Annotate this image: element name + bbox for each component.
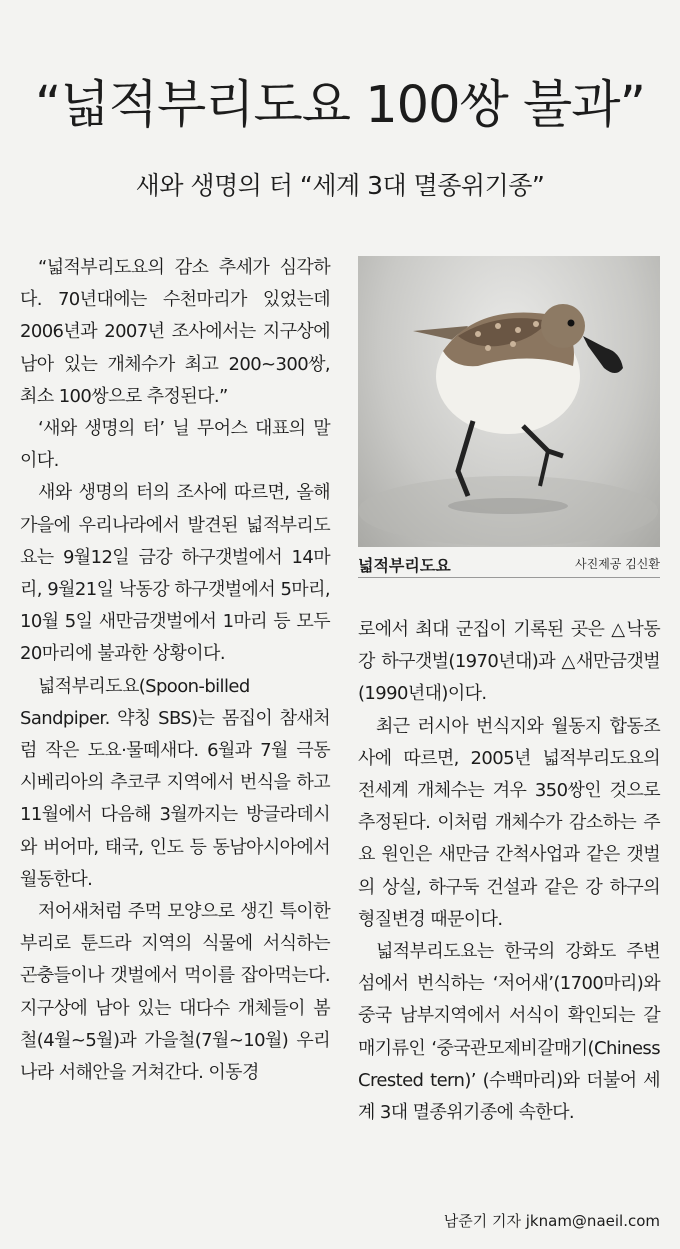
article-column-right <box>358 614 660 1129</box>
paragraph: 넓적부리도요(Spoon-billed Sandpiper. 약칭 SBS)는 몸집이 참새처럼 작은 도요·물떼새다. 6월과 7월 극동 시베리아의 추코쿠 지역에서 번식을 하고 11월에서 다음해 3월까지는 방글라데시와 버어마, 태국, 인도 등 동남아시아에서 월동한다. <box>20 675 330 890</box>
photo-caption: 넓적부리도요 <box>358 556 451 575</box>
subheadline: 새와 생명의 터 “세계 3대 멸종위기종” <box>135 171 545 200</box>
paragraph: 로에서 최대 군집이 기록된 곳은 △낙동강 하구갯벌(1970년대)과 △새만금갯벌(1990년대)이다. <box>358 619 660 705</box>
paragraph: “넓적부리도요의 감소 추세가 심각하다. 70년대에는 수천마리가 있었는데 2006년과 2007년 조사에서는 지구상에 남아 있는 개체수가 최고 200~300쌍, 최소 100쌍으로 추정된다.” <box>20 257 330 407</box>
article-column-left <box>20 252 330 1089</box>
bird-photo <box>358 256 660 547</box>
paragraph: 새와 생명의 터의 조사에 따르면, 올해 가을에 우리나라에서 발견된 넓적부리도요는 9월12일 금강 하구갯벌에서 14마리, 9월21일 낙동강 하구갯벌에서 5마리, 10월 5일 새만금갯벌에서 1마리 등 모두 20마리에 불과한 상황이다. <box>20 482 330 665</box>
paragraph: 최근 러시아 번식지와 월동지 합동조사에 따르면, 2005년 넓적부리도요의 전세계 개체수는 겨우 350쌍인 것으로 추정된다. 이처럼 개체수가 감소하는 주요 원인은 새만금 간척사업과 같은 갯벌의 상실, 하구둑 건설과 같은 강 하구의 형질변경 때문이다. <box>358 715 660 930</box>
sandpiper-illustration <box>358 256 660 547</box>
byline: 남준기 기자 jknam@naeil.com <box>443 1212 660 1230</box>
photo-credit: 사진제공 김신환 <box>575 557 660 571</box>
headline: “넓적부리도요 100쌍 불과” <box>34 76 645 136</box>
photo-caption-bar <box>358 553 660 578</box>
paragraph: ‘새와 생명의 터’ 닐 무어스 대표의 말이다. <box>20 418 330 472</box>
paragraph: 넓적부리도요는 한국의 강화도 주변 섬에서 번식하는 ‘저어새’(1700마리)와 중국 남부지역에서 서식이 확인되는 갈매기류인 ‘중국관모제비갈매기(Chiness Crested tern)’ (수백마리)와 더불어 세계 3대 멸종위기종에 속한다. <box>358 941 660 1124</box>
paragraph: 저어새처럼 주먹 모양으로 생긴 특이한 부리로 툰드라 지역의 식물에 서식하는 곤충들이나 갯벌에서 먹이를 잡아먹는다. 지구상에 남아 있는 대다수 개체들이 봄철(4월~5월)과 가을철(7월~10월) 우리나라 서해안을 거쳐간다. 이동경 <box>20 901 330 1084</box>
